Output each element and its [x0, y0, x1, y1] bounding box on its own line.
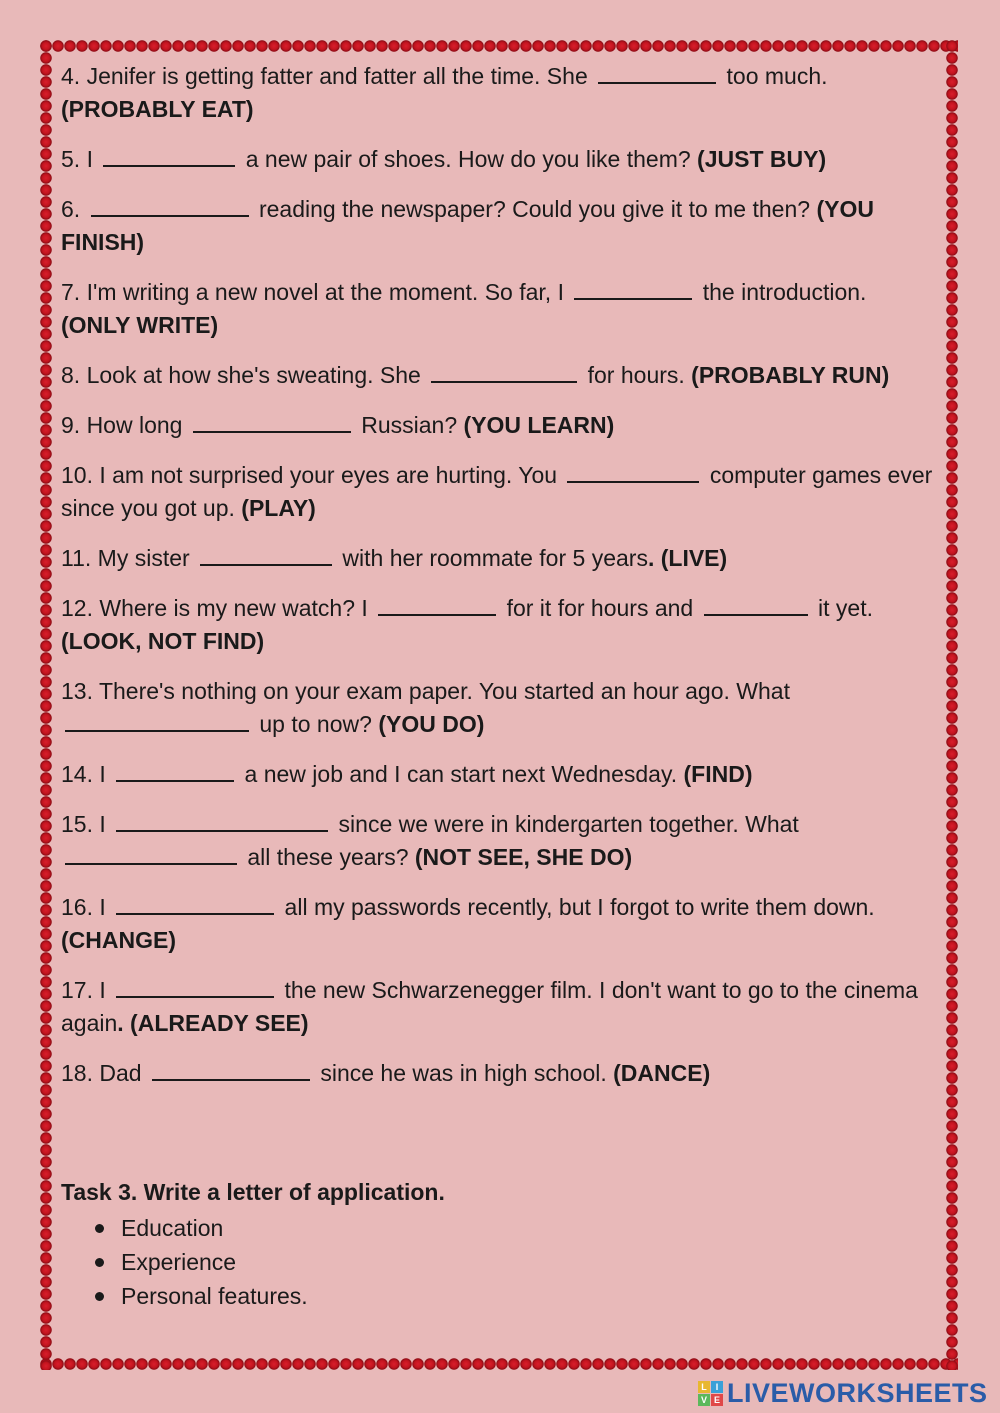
answer-blank[interactable]	[193, 409, 351, 433]
exercise-item	[61, 891, 936, 957]
exercise-text: too much.	[720, 63, 828, 89]
verb-hint: (YOU LEARN)	[463, 412, 615, 438]
exercise-item	[61, 276, 936, 342]
exercise-item	[61, 808, 936, 874]
verb-hint: (YOU DO)	[378, 711, 485, 737]
exercise-item	[61, 143, 936, 176]
exercise-text: the introduction.	[696, 279, 867, 305]
exercise-text: up to now?	[253, 711, 379, 737]
exercise-item	[61, 459, 936, 525]
verb-hint: (DANCE)	[613, 1060, 711, 1086]
exercise-text: computer games ever since you got up.	[61, 462, 933, 521]
exercise-item	[61, 193, 936, 259]
answer-blank[interactable]	[65, 841, 237, 865]
verb-hint: (NOT SEE, SHE DO)	[414, 844, 633, 870]
logo-letter: L	[698, 1381, 710, 1393]
exercise-item	[61, 359, 936, 392]
border-bottom	[40, 1358, 958, 1370]
exercise-text: Russian?	[354, 412, 464, 438]
verb-hint: (PROBABLY EAT)	[61, 96, 254, 122]
verb-hint: (YOU FINISH)	[61, 196, 874, 255]
exercise-text: since we were in kindergarten together. What	[332, 811, 799, 837]
exercise-text: 7. I'm writing a new novel at the moment. So far, I	[61, 279, 571, 305]
exercise-text: reading the newspaper? Could you give it to me then?	[252, 196, 817, 222]
exercise-item	[61, 409, 936, 442]
exercise-text: since he was in high school.	[313, 1060, 614, 1086]
exercise-text: a new pair of shoes. How do you like them?	[239, 146, 698, 172]
answer-blank[interactable]	[103, 143, 235, 167]
exercise-text: all my passwords recently, but I forgot to write them down.	[278, 894, 875, 920]
exercise-text: for hours.	[581, 362, 692, 388]
exercise-item	[61, 542, 936, 575]
task3-bullets	[61, 1211, 936, 1313]
exercise-item	[61, 592, 936, 658]
logo-letter: E	[711, 1394, 723, 1406]
answer-blank[interactable]	[152, 1057, 310, 1081]
answer-blank[interactable]	[200, 542, 332, 566]
exercise-text: 9. How long	[61, 412, 189, 438]
exercise-item	[61, 758, 936, 791]
verb-hint: (JUST BUY)	[697, 146, 827, 172]
exercise-list	[61, 60, 936, 1090]
logo-text: LIVEWORKSHEETS	[727, 1377, 988, 1408]
worksheet-content	[61, 60, 936, 1313]
exercise-item	[61, 974, 936, 1040]
answer-blank[interactable]	[598, 60, 716, 84]
exercise-text: it yet.	[811, 595, 873, 621]
exercise-text: 8. Look at how she's sweating. She	[61, 362, 428, 388]
answer-blank[interactable]	[704, 592, 808, 616]
verb-hint: (LOOK, NOT FIND)	[61, 628, 265, 654]
bullet-icon	[95, 1258, 104, 1267]
liveworksheets-logo	[698, 1378, 988, 1408]
exercise-item	[61, 60, 936, 126]
verb-hint: . (ALREADY SEE)	[117, 1010, 309, 1036]
border-right	[946, 40, 958, 1370]
exercise-text: 15. I	[61, 811, 113, 837]
exercise-text: 13. There's nothing on your exam paper. You started an hour ago. What	[61, 678, 790, 704]
bullet-icon	[95, 1292, 104, 1301]
exercise-text: 4. Jenifer is getting fatter and fatter all the time. She	[61, 63, 595, 89]
answer-blank[interactable]	[431, 359, 577, 383]
exercise-text: 11. My sister	[61, 545, 197, 571]
verb-hint: (PROBABLY RUN)	[691, 362, 890, 388]
answer-blank[interactable]	[567, 459, 699, 483]
verb-hint: . (LIVE)	[647, 545, 728, 571]
bullet-icon	[95, 1224, 104, 1233]
logo-letter: I	[711, 1381, 723, 1393]
task3-bullet: Experience	[95, 1245, 936, 1279]
answer-blank[interactable]	[378, 592, 496, 616]
answer-blank[interactable]	[65, 708, 249, 732]
exercise-item	[61, 1057, 936, 1090]
exercise-text: 10. I am not surprised your eyes are hurting. You	[61, 462, 564, 488]
exercise-text: with her roommate for 5 years	[336, 545, 648, 571]
exercise-text: the new Schwarzenegger film. I don't want to go to the cinema again	[61, 977, 918, 1036]
answer-blank[interactable]	[91, 193, 249, 217]
verb-hint: (CHANGE)	[61, 927, 176, 953]
answer-blank[interactable]	[116, 758, 234, 782]
exercise-text: 5. I	[61, 146, 100, 172]
answer-blank[interactable]	[116, 808, 328, 832]
exercise-text: 17. I	[61, 977, 113, 1003]
exercise-text: 14. I	[61, 761, 113, 787]
exercise-text: for it for hours and	[500, 595, 700, 621]
verb-hint: (FIND)	[683, 761, 753, 787]
exercise-item	[61, 675, 936, 741]
exercise-text: 16. I	[61, 894, 113, 920]
logo-letter: V	[698, 1394, 710, 1406]
exercise-text: all these years?	[241, 844, 415, 870]
border-top	[40, 40, 958, 52]
logo-icon	[698, 1381, 723, 1406]
border-left	[40, 40, 52, 1370]
exercise-text: a new job and I can start next Wednesday.	[238, 761, 684, 787]
answer-blank[interactable]	[116, 891, 274, 915]
task3-bullet: Education	[95, 1211, 936, 1245]
task3-title: Task 3. Write a letter of application.	[61, 1179, 445, 1205]
verb-hint: (PLAY)	[241, 495, 316, 521]
answer-blank[interactable]	[574, 276, 692, 300]
verb-hint: (ONLY WRITE)	[61, 312, 219, 338]
exercise-text: 6.	[61, 196, 87, 222]
exercise-text: 18. Dad	[61, 1060, 148, 1086]
answer-blank[interactable]	[116, 974, 274, 998]
exercise-text: 12. Where is my new watch? I	[61, 595, 375, 621]
task3-bullet: Personal features.	[95, 1279, 936, 1313]
